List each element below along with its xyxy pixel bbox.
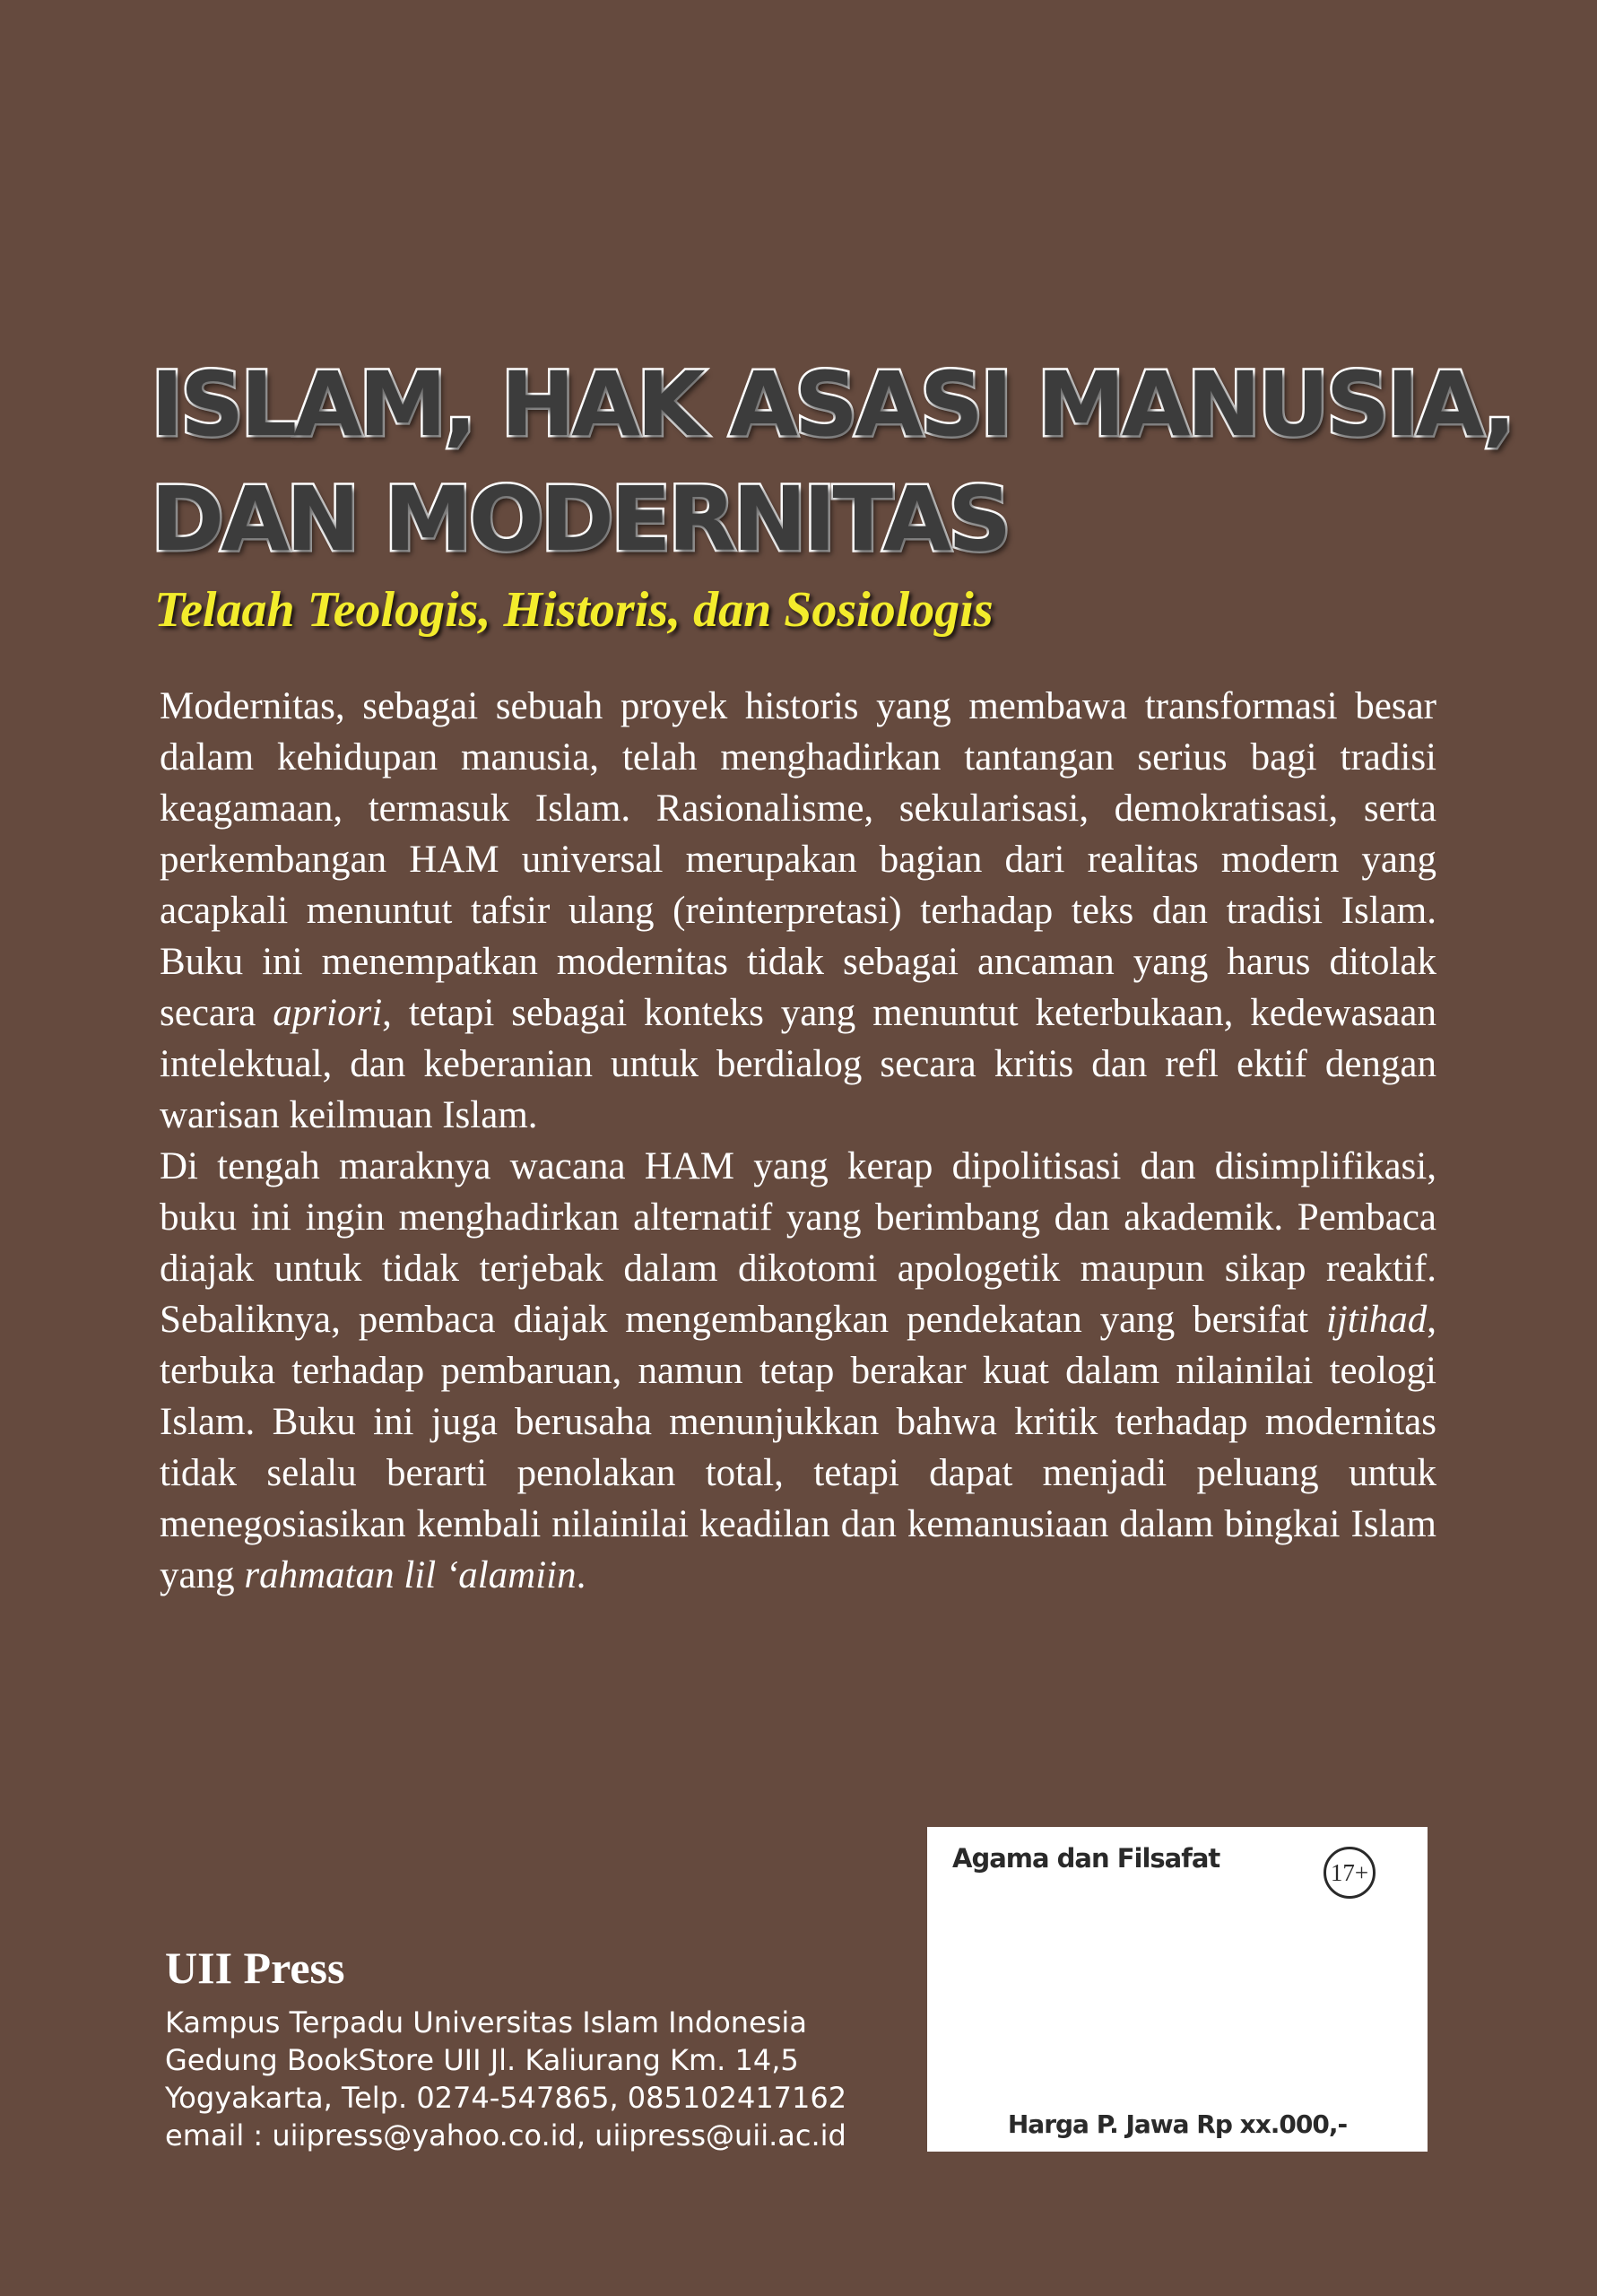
publisher-block — [165, 1937, 972, 2154]
publisher-email: email : uiipress@yahoo.co.id, uiipress@uii.ac.id — [165, 2118, 846, 2152]
synopsis — [160, 681, 1436, 1601]
synopsis-p1-text-b: , tetapi sebagai konteks yang menuntut keterbukaan, kedewasaan intelektual, dan keberanian untuk berdialog secara kritis dan refl ektif dengan warisan keilmuan Islam. — [160, 992, 1436, 1136]
synopsis-paragraph-1 — [160, 681, 1436, 1141]
category-label: Agama dan Filsafat — [952, 1843, 1220, 1874]
publisher-address-line-1: Kampus Terpadu Universitas Islam Indonesia — [165, 2005, 807, 2039]
publisher-address-line-2: Gedung BookStore UII Jl. Kaliurang Km. 14,5 — [165, 2043, 799, 2077]
synopsis-p1-text-a: Modernitas, sebagai sebuah proyek historis yang membawa transformasi besar dalam kehidupan manusia, telah menghadirkan tantangan serius bagi tradisi keagamaan, termasuk Islam. Rasionalisme, sekularisasi, demokratisasi, serta perkembangan HAM universal merupakan bagian dari realitas modern yang acapkali menuntut tafsir ulang (reinterpretasi) terhadap teks dan tradisi Islam. Buku ini menempatkan modernitas tidak sebagai ancaman yang harus ditolak secara — [160, 685, 1436, 1034]
synopsis-p2-italic-1: ijtihad — [1325, 1299, 1428, 1341]
synopsis-p2-text-a: Di tengah maraknya wacana HAM yang kerap dipolitisasi dan disimplifikasi, buku ini ingin menghadirkan alternatif yang berimbang dan akademik. Pembaca diajak untuk tidak terjebak dalam dikotomi apologetik maupun sikap reaktif. Sebaliknya, pembaca diajak mengembangkan pendekatan yang bersifat — [160, 1145, 1436, 1341]
synopsis-p2-italic-2: rahmatan lil ‘alamiin — [244, 1554, 577, 1596]
age-rating-badge: 17+ — [1324, 1847, 1376, 1899]
publisher-name: UII Press — [165, 1943, 345, 1993]
synopsis-paragraph-2 — [160, 1141, 1436, 1601]
price-label-box — [927, 1827, 1428, 2152]
price-label: Harga P. Jawa Rp xx.000,- — [1007, 2109, 1348, 2139]
synopsis-p1-italic: apriori — [273, 992, 383, 1034]
publisher-address-line-3: Yogyakarta, Telp. 0274-547865, 085102417162 — [165, 2081, 847, 2115]
book-title — [151, 348, 1513, 578]
book-title-line-2: DAN MODERNITAS — [151, 468, 1009, 571]
book-title-line-1: ISLAM, HAK ASASI MANUSIA, — [151, 353, 1513, 457]
synopsis-p2-text-c: . — [576, 1554, 586, 1596]
synopsis-p2-text-b: , terbuka terhadap pembaruan, namun tetap berakar kuat dalam nilainilai teologi Islam. Buku ini juga berusaha menunjukkan bahwa kritik terhadap modernitas tidak selalu berarti penolakan total, tetapi dapat menjadi peluang untuk menegosiasikan kembali nilainilai keadilan dan kemanusiaan dalam bingkai Islam yang — [160, 1299, 1436, 1596]
book-subtitle: Telaah Teologis, Historis, dan Sosiologis — [154, 582, 994, 638]
